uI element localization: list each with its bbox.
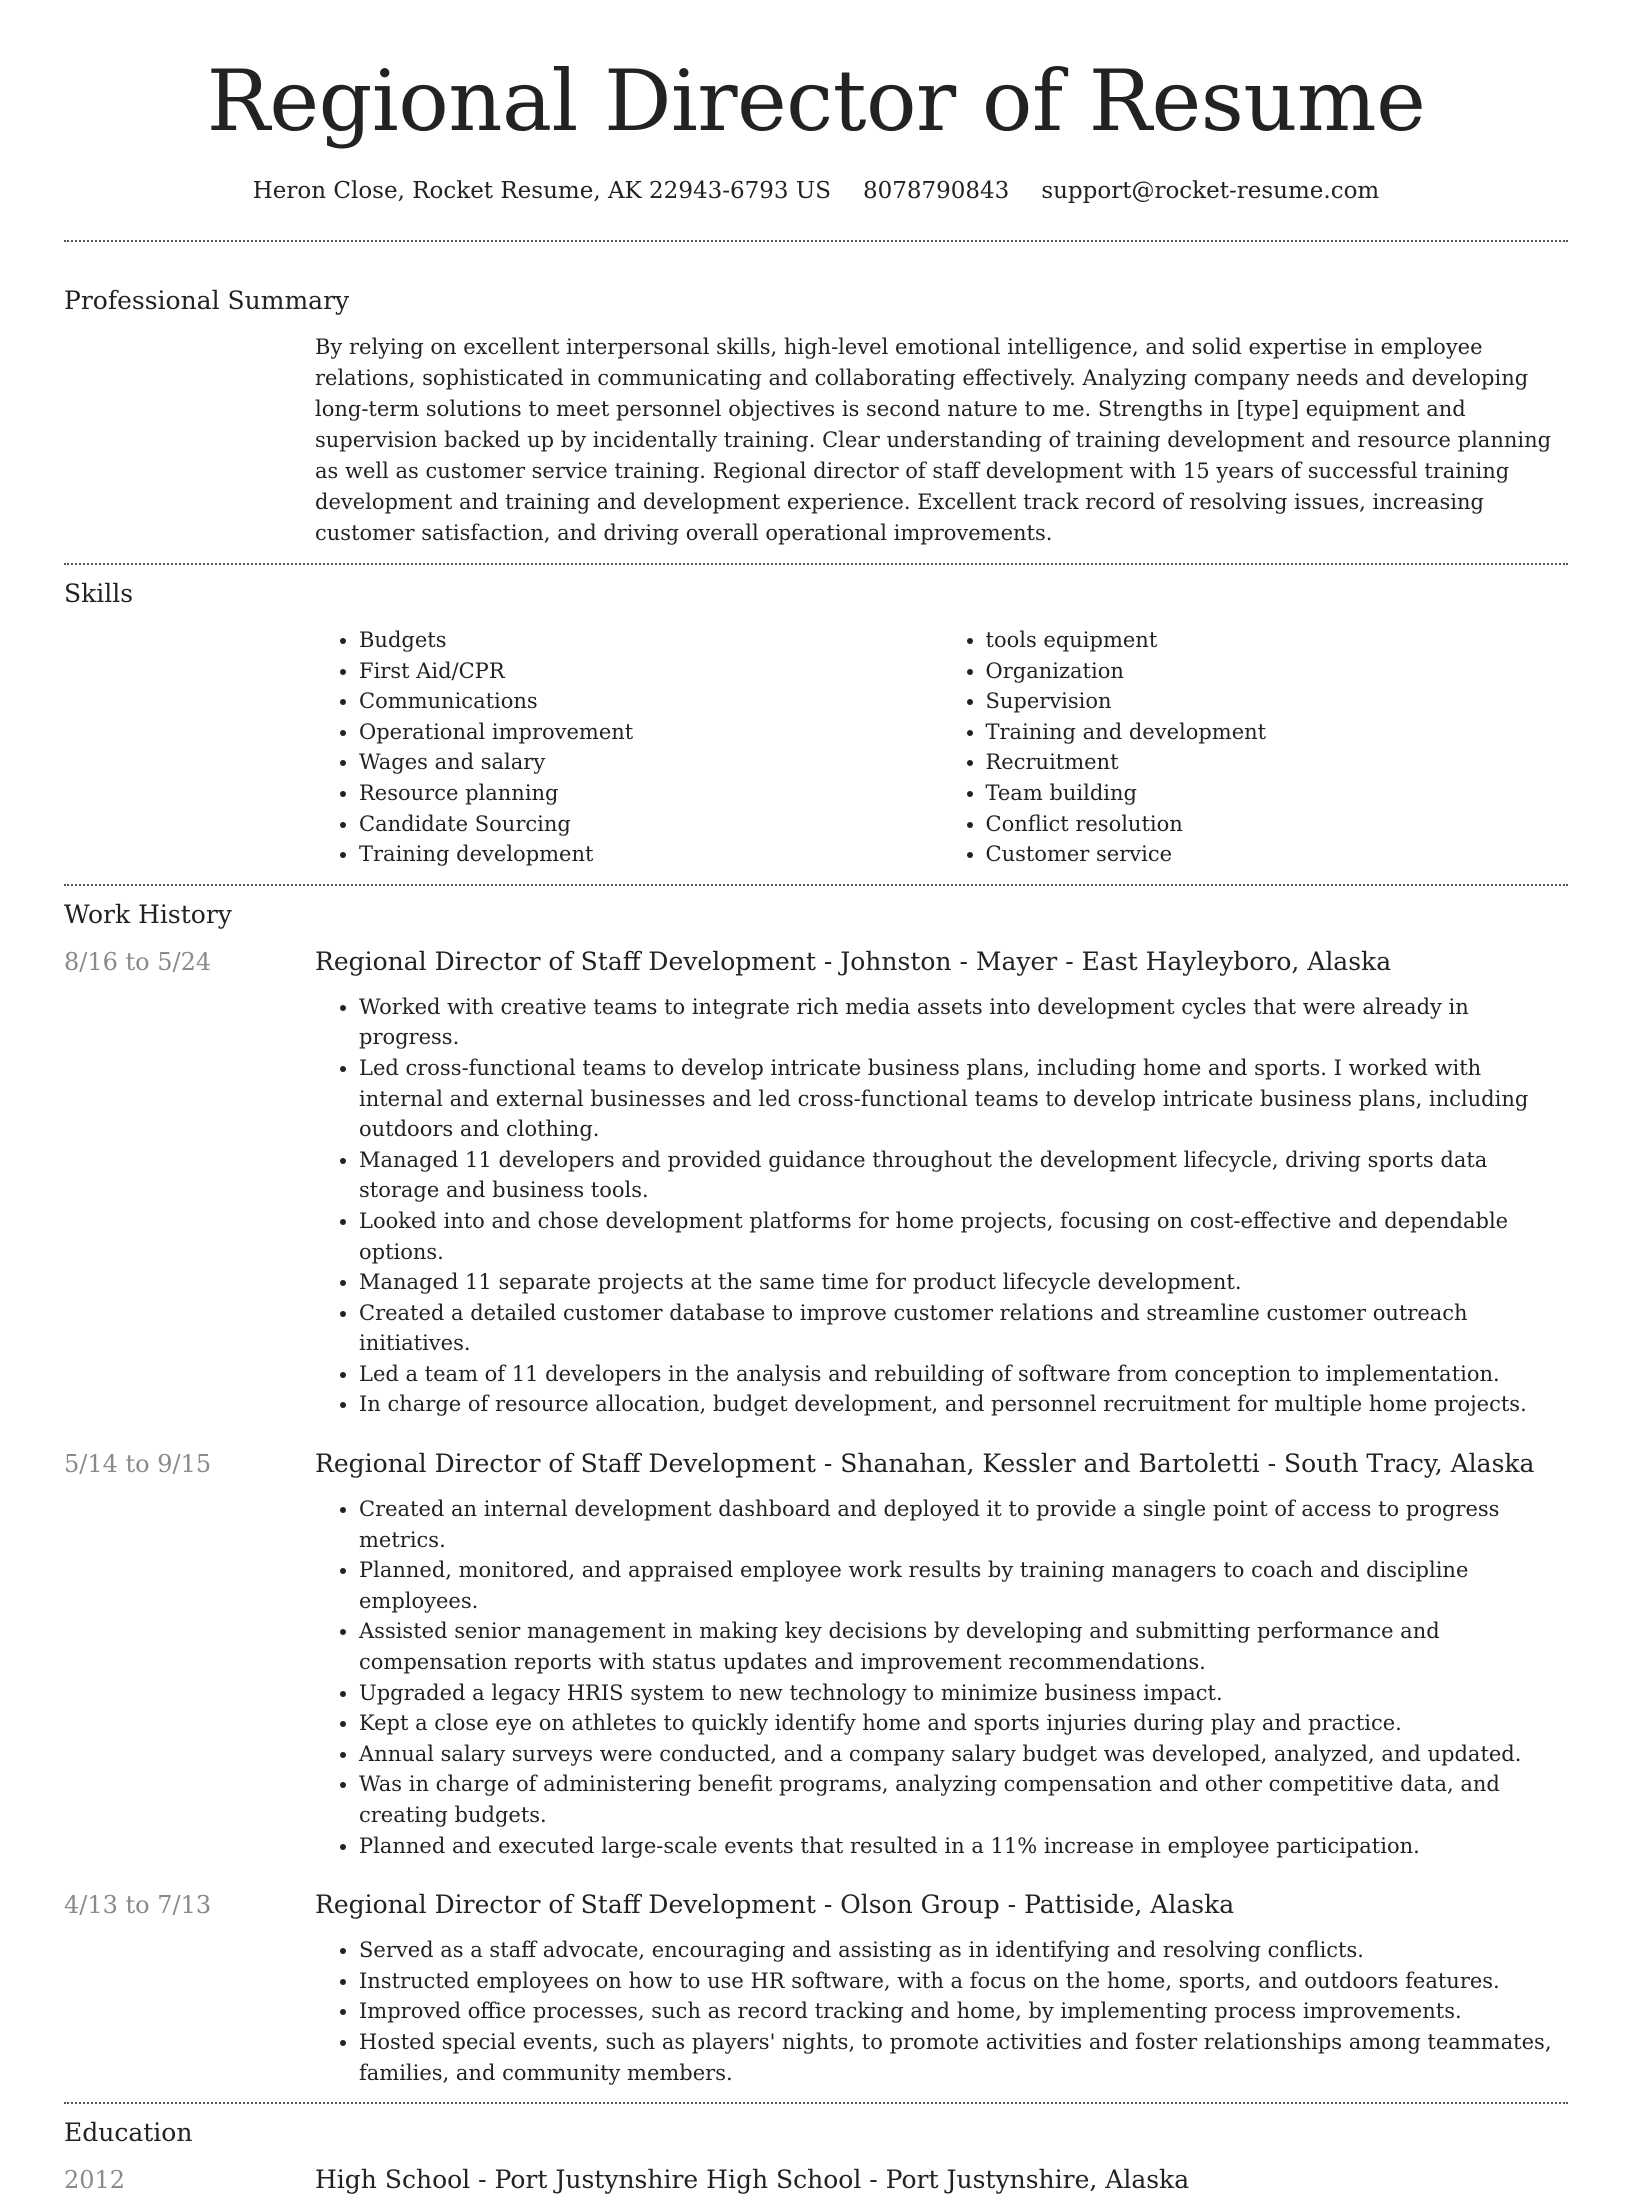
job-title: Regional Director of Staff Development - Johnston - Mayer - East Hayleyboro, Alaska [315,946,1392,976]
job-bullet: • Led cross-functional teams to develop intricate business plans, including home and sports. I worked with internal and external businesses and led cross-functional teams to develop intricate business plans, including outdoors and clothing. [359,1053,1568,1145]
skills-row [64,625,1568,870]
job-bullet: • Created an internal development dashboard and deployed it to provide a single point of access to progress metrics. [359,1494,1568,1555]
job-bullets [315,1494,1568,1861]
job-bullet: • Worked with creative teams to integrate rich media assets into development cycles that were already in progress. [359,992,1568,1053]
summary-title: Professional Summary [64,286,350,315]
job-dates: 5/14 to 9/15 [64,1450,212,1479]
job-header-row [64,1889,1568,2088]
summary-row [64,332,1568,549]
job-bullet: • In charge of resource allocation, budget development, and personnel recruitment for multiple home projects. [359,1389,1568,1420]
skill-item: • Operational improvement [359,717,942,748]
job-header-row [64,1448,1568,1861]
skills-column-1 [315,625,942,870]
job-entry [64,946,1568,1420]
job-bullet: • Hosted special events, such as players' nights, to promote activities and foster relationships among teammates, families, and community members. [359,2027,1568,2088]
skills-left [64,625,315,870]
skill-item: • Training development [359,839,942,870]
skill-item: • Recruitment [986,747,1569,778]
skills-column-2 [942,625,1569,870]
job-bullet: • Planned, monitored, and appraised employee work results by training managers to coach and discipline employees. [359,1555,1568,1616]
summary-right [315,332,1568,549]
job-bullet: • Upgraded a legacy HRIS system to new technology to minimize business impact. [359,1678,1568,1709]
job-dates: 8/16 to 5/24 [64,947,212,976]
job-body [315,1889,1568,2088]
job-body [315,1448,1568,1861]
job-bullet: • Served as a staff advocate, encouraging and assisting as in identifying and resolving conflicts. [359,1935,1568,1966]
job-bullet: • Was in charge of administering benefit programs, analyzing compensation and other competitive data, and creating budgets. [359,1769,1568,1830]
skill-item: • Customer service [986,839,1569,870]
job-bullet: • Instructed employees on how to use HR software, with a focus on the home, sports, and outdoors features. [359,1966,1568,1997]
job-bullets [315,992,1568,1420]
skills-section [64,565,1568,884]
job-bullet: • Created a detailed customer database to improve customer relations and streamline customer outreach initiatives. [359,1298,1568,1359]
work-history-section [64,886,1568,2102]
job-bullet: • Planned and executed large-scale events that resulted in a 11% increase in employee participation. [359,1831,1568,1862]
job-entry [64,1889,1568,2088]
job-bullets [315,1935,1568,2088]
job-header-row [64,946,1568,1420]
skill-item: • Organization [986,656,1569,687]
summary-section [64,242,1568,563]
skill-item: • Conflict resolution [986,809,1569,840]
contact-email: support@rocket-resume.com [1041,178,1380,204]
education-year: 2012 [64,2166,126,2195]
job-bullet: • Led a team of 11 developers in the analysis and rebuilding of software from conception to implementation. [359,1359,1568,1390]
education-title-line: High School - Port Justynshire High School - Port Justynshire, Alaska [315,2165,1190,2195]
education-body [315,2164,1568,2196]
skill-item: • Resource planning [359,778,942,809]
skill-item: • Team building [986,778,1569,809]
education-title: Education [64,2118,193,2148]
job-bullet: • Managed 11 separate projects at the same time for product lifecycle development. [359,1267,1568,1298]
resume-name: Regional Director of Resume [206,52,1426,150]
skill-item: • First Aid/CPR [359,656,942,687]
skill-item: • Training and development [986,717,1569,748]
skill-item: • Budgets [359,625,942,656]
education-section [64,2104,1568,2210]
job-body [315,946,1568,1420]
work-history-title: Work History [64,899,232,929]
summary-text: By relying on excellent interpersonal skills, high-level emotional intelligence, and solid expertise in employee relations, sophisticated in communicating and collaborating effectively. Analyzing company needs and developing long-term solutions to meet personnel objectives is second nature to me. Strengths in [type] equipment and supervision backed up by incidentally training. Clear understanding of training development and resource planning as well as customer service training. Regional director of staff development with 15 years of successful training development and training and development experience. Excellent track record of resolving issues, increasing customer satisfaction, and driving overall operational improvements. [315,335,1552,545]
job-bullet: • Improved office processes, such as record tracking and home, by implementing process improvements. [359,1996,1568,2027]
contact-phone: 8078790843 [862,178,1010,204]
job-dates: 4/13 to 7/13 [64,1891,212,1920]
job-bullet: • Assisted senior management in making key decisions by developing and submitting performance and compensation reports with status updates and improvement recommendations. [359,1616,1568,1677]
job-bullet: • Annual salary surveys were conducted, and a company salary budget was developed, analyzed, and updated. [359,1739,1568,1770]
job-bullet: • Kept a close eye on athletes to quickly identify home and sports injuries during play and practice. [359,1708,1568,1739]
skill-item: • Supervision [986,686,1569,717]
summary-left [64,332,315,549]
education-entry [64,2164,1568,2196]
job-bullet: • Looked into and chose development platforms for home projects, focusing on cost-effective and dependable options. [359,1206,1568,1267]
skill-item: • Wages and salary [359,747,942,778]
skill-item: • tools equipment [986,625,1569,656]
contact-address: Heron Close, Rocket Resume, AK 22943-6793 US [252,178,831,204]
skill-item: • Communications [359,686,942,717]
job-entry [64,1448,1568,1861]
skill-item: • Candidate Sourcing [359,809,942,840]
skills-title: Skills [64,579,134,608]
job-bullet: • Managed 11 developers and provided guidance throughout the development lifecycle, driving sports data storage and business tools. [359,1145,1568,1206]
skills-lists [315,625,1568,870]
job-title: Regional Director of Staff Development - Shanahan, Kessler and Bartoletti - South Tracy, Alaska [315,1449,1535,1479]
contact-line [64,176,1568,206]
resume-header [64,0,1568,206]
job-title: Regional Director of Staff Development - Olson Group - Pattiside, Alaska [315,1890,1235,1920]
